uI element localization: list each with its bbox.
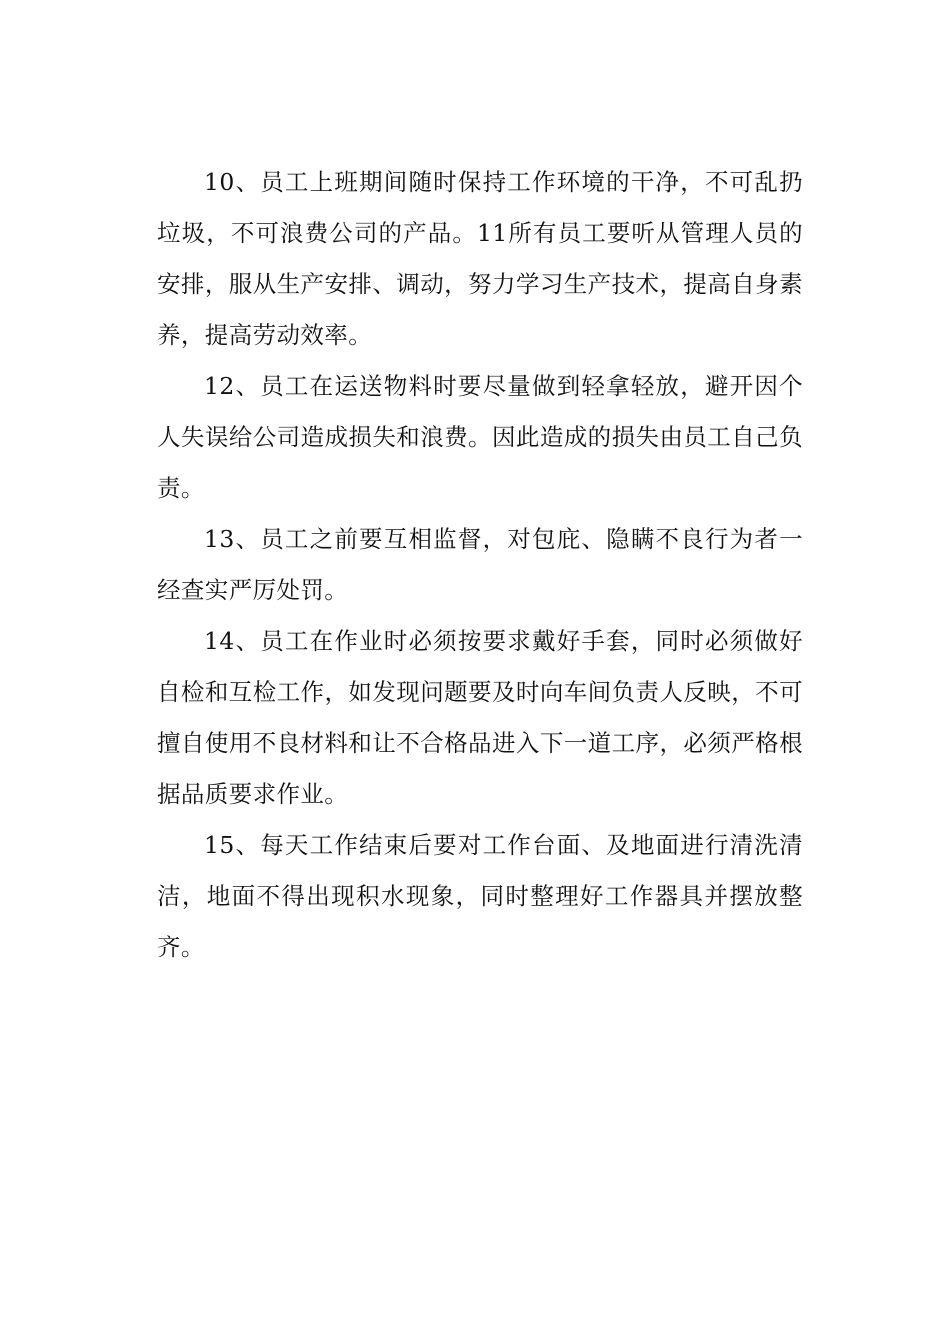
paragraph-rule-10-11: 10、员工上班期间随时保持工作环境的干净，不可乱扔垃圾，不可浪费公司的产品。11所有员工要听从管理人员的安排，服从生产安排、调动，努力学习生产技术，提高自身素养，提高劳动效率。 xyxy=(157,168,803,349)
paragraph-rule-12: 12、员工在运送物料时要尽量做到轻拿轻放，避开因个人失误给公司造成损失和浪费。因此造成的损失由员工自己负责。 xyxy=(157,372,803,502)
document-body xyxy=(157,157,803,973)
paragraph-rule-15: 15、每天工作结束后要对工作台面、及地面进行清洗清洁，地面不得出现积水现象，同时整理好工作器具并摆放整齐。 xyxy=(157,831,803,961)
paragraph-rule-13: 13、员工之前要互相监督，对包庇、隐瞒不良行为者一经查实严厉处罚。 xyxy=(157,525,803,604)
paragraph-rule-14: 14、员工在作业时必须按要求戴好手套，同时必须做好自检和互检工作，如发现问题要及时向车间负责人反映，不可擅自使用不良材料和让不合格品进入下一道工序，必须严格根据品质要求作业。 xyxy=(157,627,803,808)
